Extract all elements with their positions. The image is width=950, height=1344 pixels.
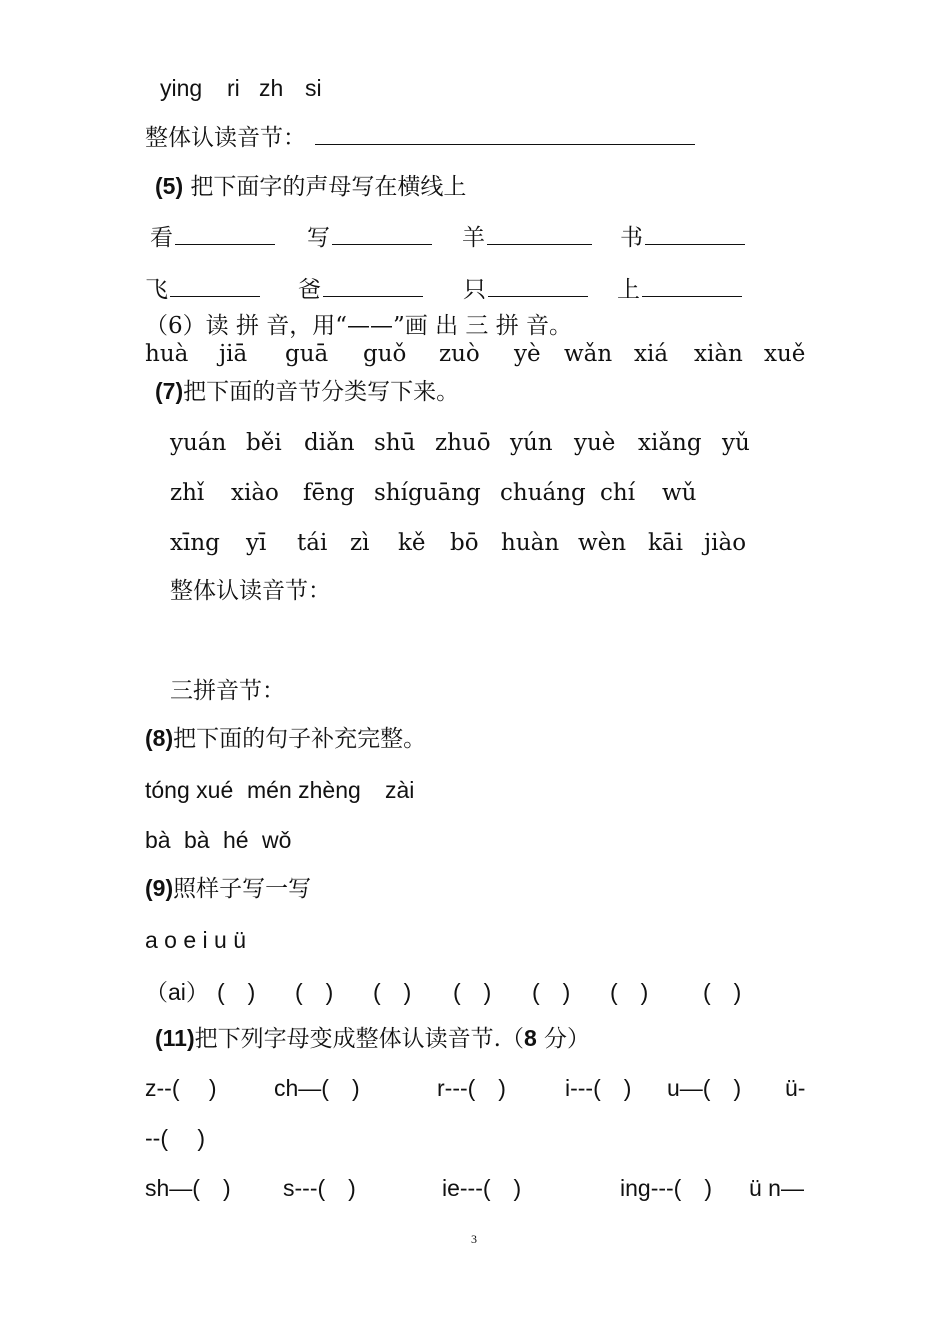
pinyin: shū (374, 430, 416, 456)
pinyin: ying (160, 75, 203, 101)
answer-blank[interactable] (645, 224, 745, 245)
pinyin: yè (514, 341, 541, 367)
answer-blank[interactable] (175, 224, 275, 245)
q11-row-1-wrap[interactable]: --( ) (145, 1125, 206, 1151)
score-tail: 分） (536, 1026, 591, 1052)
answer-item[interactable]: r---( ) (437, 1075, 506, 1101)
answer-item[interactable]: sh—( ) (145, 1175, 231, 1201)
answer-paren[interactable]: ( ) (703, 979, 742, 1005)
character: 爸 (298, 277, 321, 303)
answer-item[interactable]: ie---( ) (442, 1175, 522, 1201)
pinyin: si (305, 75, 322, 101)
q7-sanpin-label: 三拼音节： (170, 678, 285, 704)
page-number: 3 (471, 1232, 477, 1246)
pinyin: fēng (303, 480, 355, 506)
question-text: 把下面字的声母写在横线上 (183, 174, 467, 200)
pinyin: zhuō (435, 430, 491, 456)
pinyin: xuě (764, 341, 806, 367)
character: 只 (463, 277, 486, 303)
answer-paren[interactable]: ( ) (217, 979, 256, 1005)
character: 飞 (145, 277, 168, 303)
question-number: (7) (155, 378, 184, 404)
character: 上 (617, 277, 640, 303)
pinyin: wǎn (564, 341, 613, 367)
pinyin: xiá (634, 341, 669, 367)
score: 8 (523, 1025, 537, 1051)
pinyin: běi (246, 430, 282, 456)
answer-blank[interactable] (487, 224, 592, 245)
answer-paren[interactable]: ( ) (610, 979, 649, 1005)
pinyin: diǎn (304, 430, 355, 456)
answer-item[interactable]: i---( ) (565, 1075, 632, 1101)
pinyin: kě (398, 530, 426, 556)
pinyin: xiàn (694, 341, 743, 367)
pinyin: wǒ (262, 827, 292, 853)
answer-blank[interactable] (488, 276, 588, 297)
answer-blank[interactable] (323, 276, 423, 297)
pinyin: kāi (648, 530, 684, 556)
pinyin: ri (227, 75, 240, 101)
question-number: (9) (145, 875, 174, 901)
answer-blank[interactable] (315, 124, 695, 145)
q7-zhengti-label: 整体认读音节： (170, 578, 331, 604)
answer-blank[interactable] (642, 276, 742, 297)
character: 看 (150, 225, 173, 251)
pinyin: guā (285, 341, 329, 367)
character: 书 (620, 225, 643, 251)
question-7-title (155, 377, 459, 406)
pinyin: yǔ (722, 430, 750, 456)
answer-paren[interactable]: ( ) (295, 979, 334, 1005)
question-5-title (155, 172, 466, 201)
question-9-title (145, 874, 311, 903)
pinyin: tái (297, 530, 328, 556)
pinyin: zh (259, 75, 284, 101)
pinyin: zhǐ (170, 480, 205, 506)
pinyin: yuè (574, 430, 616, 456)
pinyin: mén zhèng (247, 777, 361, 803)
character: 写 (307, 225, 330, 251)
question-text: 把下面的句子补充完整。 (173, 726, 427, 752)
character: 羊 (462, 225, 485, 251)
pinyin: guǒ (363, 341, 407, 367)
question-text: 把下列字母变成整体认读音节.（ (194, 1026, 524, 1052)
answer-item[interactable]: ü n— (749, 1175, 804, 1201)
answer-paren[interactable]: ( ) (453, 979, 492, 1005)
pinyin: yuán (170, 430, 227, 456)
pinyin: bō (450, 530, 479, 556)
pinyin: zì (350, 530, 370, 556)
answer-blank[interactable] (170, 276, 260, 297)
pinyin: shíguāng (374, 480, 481, 506)
pinyin: xīng (170, 530, 220, 556)
answer-item[interactable]: z--( ) (145, 1075, 217, 1101)
pinyin: wèn (578, 530, 627, 556)
answer-blank[interactable] (332, 224, 432, 245)
question-text: 把下面的音节分类写下来。 (183, 379, 460, 405)
question-number: (5) (155, 173, 184, 199)
pinyin: xiǎng (638, 430, 702, 456)
example: （ai） (145, 979, 209, 1005)
pinyin: jiào (704, 530, 747, 556)
pinyin: yún (510, 430, 553, 456)
pinyin: chuáng (500, 480, 586, 506)
pinyin: tóng xué (145, 777, 234, 803)
pinyin: jiā (219, 341, 248, 367)
answer-item[interactable]: ü- (785, 1075, 806, 1101)
question-6-title (145, 312, 572, 340)
pinyin: chí (600, 480, 636, 506)
question-text: 照样子写一写 (173, 876, 312, 902)
label: 整体认读音节： (145, 125, 306, 151)
answer-paren[interactable]: ( ) (373, 979, 412, 1005)
pinyin: bà (184, 827, 210, 853)
answer-item[interactable]: u—( ) (667, 1075, 742, 1101)
question-number: (11) (155, 1025, 195, 1051)
q9-letters: a o e i u ü (145, 927, 247, 953)
answer-item[interactable]: s---( ) (283, 1175, 356, 1201)
answer-paren[interactable]: ( ) (532, 979, 571, 1005)
answer-item[interactable]: ch—( ) (274, 1075, 360, 1101)
pinyin: hé (223, 827, 249, 853)
pinyin: huàn (501, 530, 560, 556)
zhengti-answer-line (145, 124, 695, 152)
question-number: (8) (145, 725, 174, 751)
answer-item[interactable]: ing---( ) (620, 1175, 712, 1201)
pinyin: huà (145, 341, 189, 367)
pinyin: xiào (231, 480, 279, 506)
question-8-title (145, 724, 426, 753)
question-text: （6）读 拼 音，用“——”画 出 三 拼 音。 (145, 313, 573, 339)
pinyin: zài (385, 777, 415, 803)
question-11-title (155, 1024, 590, 1053)
pinyin: zuò (439, 341, 480, 367)
pinyin: bà (145, 827, 171, 853)
pinyin: wǔ (662, 480, 697, 506)
pinyin: yī (246, 530, 267, 556)
